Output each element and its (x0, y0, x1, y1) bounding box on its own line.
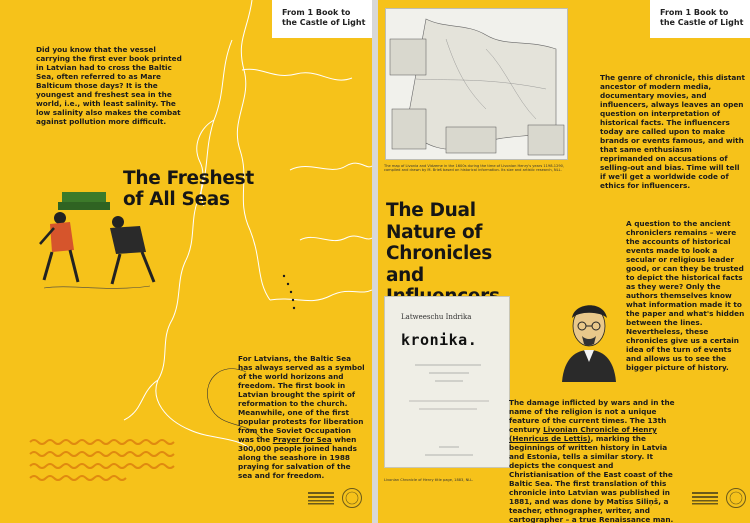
title-line-2: of All Seas (123, 189, 230, 210)
centenary-seal-icon (341, 487, 363, 509)
library-logo-icon (690, 490, 720, 508)
damage-text-part-1: The damage inflicted by wars and in the name of the religion is not a unique feature of the current times. The 13th century (509, 398, 675, 434)
header-tab (650, 0, 750, 38)
title-line-1: The Dual (386, 200, 476, 221)
genre-paragraph: The genre of chronicle, this distant ancestor of modern media, documentary movies, and influencers, always leaves an open question on interpretation of historical facts. The influencers today are called upon to make brands or events famous, and with that same enthusiasm reprimanded on accusations of selling-out and bias. Time will tell if we'll get a worldwide code of ethics for influencers. (600, 73, 745, 190)
portrait-illustration (554, 296, 624, 382)
chronicle-title-page-image (384, 296, 510, 468)
book-title-line-1: Latweeschu Indrika (401, 313, 472, 321)
header-label (660, 8, 743, 28)
book-page-lines (385, 297, 510, 468)
map-caption: The map of Livonia and Vidzeme in the 1600s during the time of Livonian Henry's years 1198-1290, compiled and drawn by M. Brieš based on historical information. Its size and artistic research, NLL. (384, 164, 565, 173)
intro-paragraph: Did you know that the vessel carrying the first ever book printed in Latvian had to cross the Baltic Sea, often referred to as Mare Balticum those days? It is the youngest and freshest sea in the world, i.e., with least salinity. The low salinity also makes the combat against pollution more difficult. (36, 45, 182, 126)
title-line-2: Nature of (386, 221, 483, 243)
page-title (386, 200, 596, 308)
historical-map-drawing (386, 9, 568, 160)
body-text-part-1: For Latvians, the Baltic Sea has always served as a symbol of the world horizons and freedom. The first book in Latvian brought the spirit of reformation to the church. Meanwhile, one of the first popular protests for liberation from the Soviet Occupation was the (238, 354, 365, 444)
book-caption: Livonian Chronicle of Henry title page, 1883, NLL. (384, 478, 474, 482)
historical-map-image (385, 8, 568, 160)
damage-text-part-2: , marking the beginnings of written history in Latvia and Estonia, tells a similar story. It depicts the conquest and Christianisation of the East coast of the Baltic Sea. The first translation of this chronicle into Latvian was published in 1881, and was done by Matīss Siliņš, a teacher, ethnographer, writer, and cartographer – a true Renaissance man. (509, 434, 674, 523)
title-line-4: and (386, 264, 424, 286)
chronicle-history-paragraph (509, 398, 679, 523)
prayer-for-sea-link[interactable]: Prayer for Sea (272, 435, 332, 444)
header-line-1: From 1 Book to (660, 8, 729, 17)
centenary-seal-icon (725, 487, 747, 509)
left-page (0, 0, 372, 523)
book-title-line-2: kronika. (401, 331, 478, 349)
people-carrying-book-illustration (30, 188, 180, 298)
header-tab (272, 0, 372, 38)
header-label (282, 8, 365, 28)
header-line-2: the Castle of Light (282, 18, 366, 27)
livonian-chronicle-link[interactable]: Livonian Chronicle of Henry (Henricus de Lettis) (509, 425, 657, 443)
header-line-1: From 1 Book to (282, 8, 351, 17)
title-line-3: Chronicles (386, 243, 492, 264)
title-line-1: The Freshest (123, 168, 254, 189)
header-line-2: the Castle of Light (660, 18, 744, 27)
question-paragraph: A question to the ancient chroniclers remains – were the accounts of historical events made to look a secular or religious leader good, or can they be trusted to depict the historical facts as they were? Only the authors themselves know what information made it to the paper and what's hidden between the lines. Nevertheless, these chronicles give us a certain idea of the turn of events and allows us to see the bigger picture of history. (626, 219, 745, 372)
baltic-symbol-paragraph (238, 354, 366, 480)
library-logo-icon (306, 490, 336, 508)
body-text-part-2: when 300,000 people joined hands along the seashore in 1988 praying for salvation of the sea and for freedom. (238, 435, 357, 480)
waves-decoration (28, 436, 188, 484)
